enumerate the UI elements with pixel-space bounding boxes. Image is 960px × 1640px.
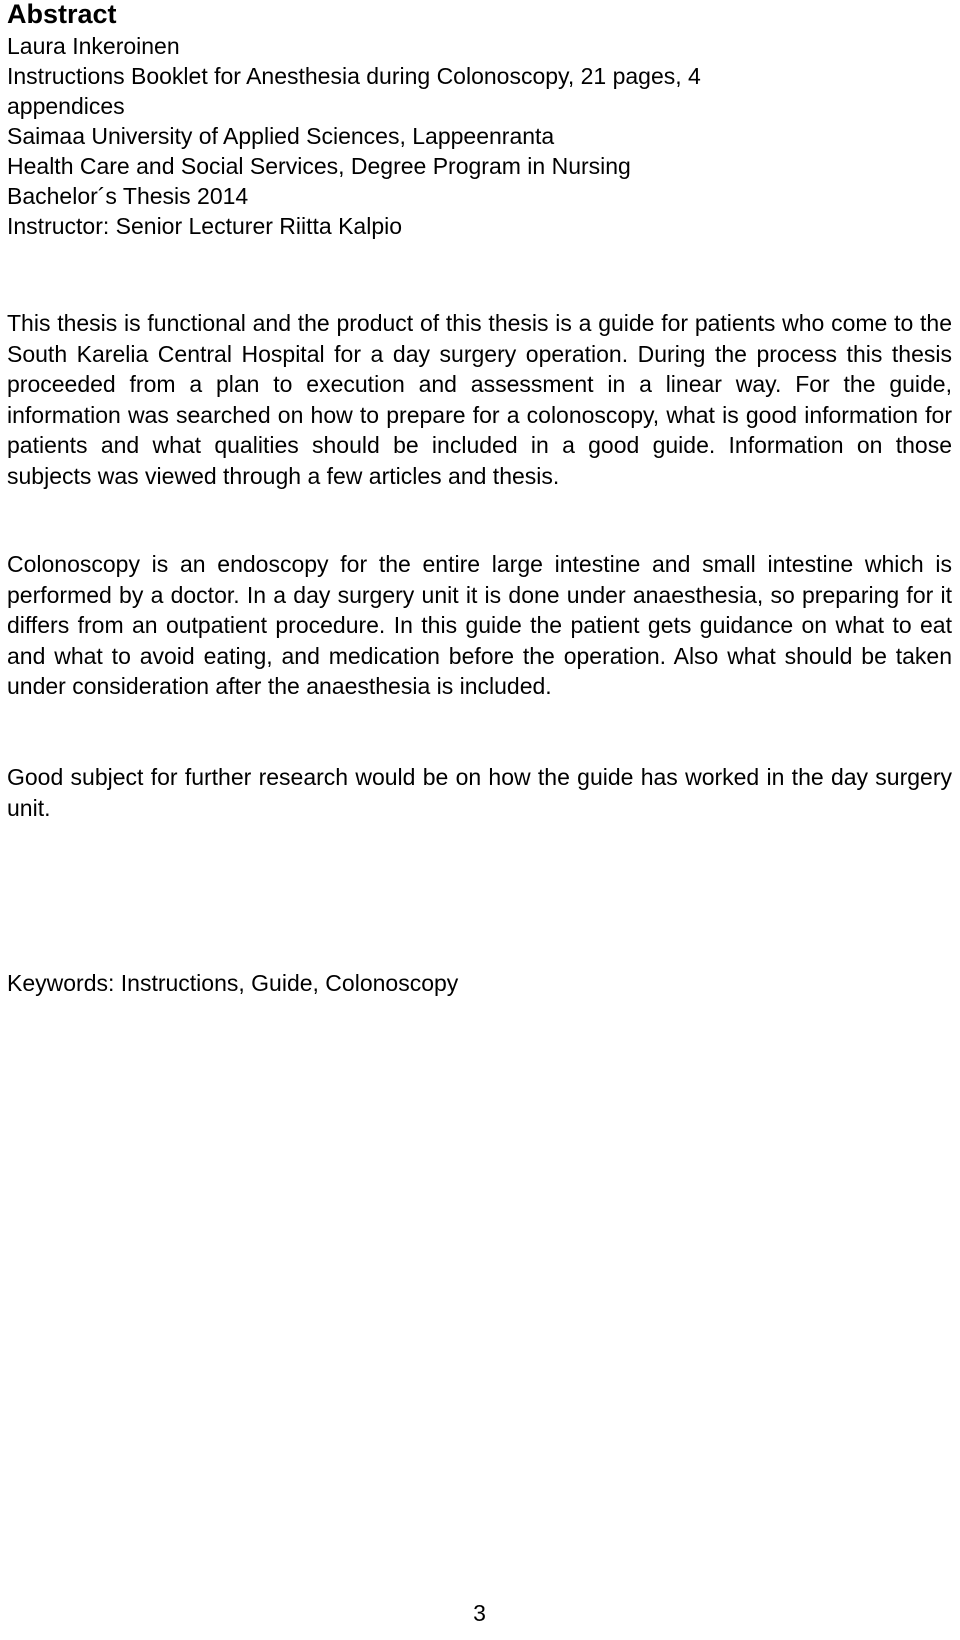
document-page bbox=[7, 0, 952, 1626]
thesis-metadata bbox=[7, 31, 952, 241]
work-title-continued: appendices bbox=[7, 93, 125, 119]
author-name: Laura Inkeroinen bbox=[7, 33, 180, 59]
instructor: Instructor: Senior Lecturer Riitta Kalpio bbox=[7, 213, 403, 239]
thesis-type: Bachelor´s Thesis 2014 bbox=[7, 183, 249, 209]
abstract-paragraph-3: Good subject for further research would be on how the guide has worked in the day surgery unit. bbox=[7, 764, 952, 821]
keywords: Keywords: Instructions, Guide, Colonoscopy bbox=[7, 970, 459, 996]
abstract-paragraph-1: This thesis is functional and the product of this thesis is a guide for patients who come to the South Karelia Central Hospital for a day surgery operation. During the process this thesis proceeded from a plan to execution and assessment in a linear way. For the guide, information was searched on how to prepare for a colonoscopy, what is good information for patients and what qualities should be included in a good guide. Information on those subjects was viewed through a few articles and thesis. bbox=[7, 310, 952, 489]
work-title: Instructions Booklet for Anesthesia during Colonoscopy, 21 pages, 4 bbox=[7, 63, 701, 89]
page-number: 3 bbox=[473, 1600, 486, 1626]
degree-program: Health Care and Social Services, Degree Program in Nursing bbox=[7, 153, 631, 179]
institution: Saimaa University of Applied Sciences, Lappeenranta bbox=[7, 123, 555, 149]
abstract-paragraph-2: Colonoscopy is an endoscopy for the entire large intestine and small intestine which is performed by a doctor. In a day surgery unit it is done under anaesthesia, so preparing for it differs from an outpatient procedure. In this guide the patient gets guidance on what to eat and what to avoid eating, and medication before the operation. Also what should be taken under consideration after the anaesthesia is included. bbox=[7, 551, 952, 699]
page-title: Abstract bbox=[7, 0, 117, 29]
